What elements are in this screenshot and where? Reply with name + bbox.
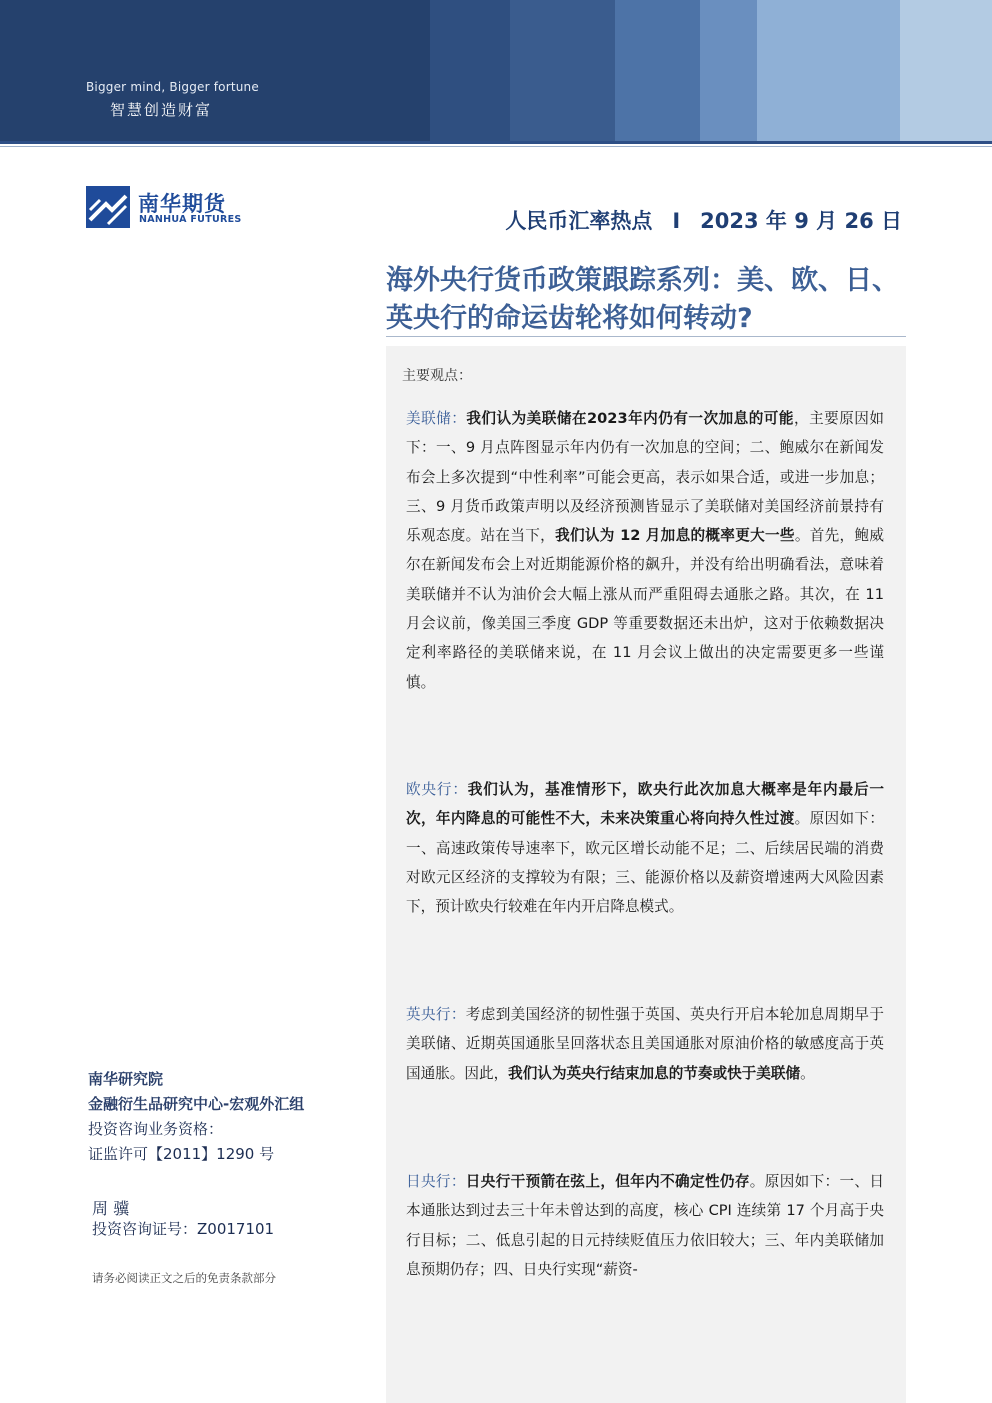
banner-segment: [700, 0, 757, 141]
paragraph-body: ，主要原因如下：一、9 月点阵图显示年内仍有一次加息的空间；二、鲍威尔在新闻发布会上多次提到“中性利率”可能会更高，表示如果合适，或进一步加息；三、9 月货币政策声明以及经济预测皆显示了美联储对美国经济前景持有乐观态度。站在当下，: [406, 410, 884, 545]
banner-segment: [615, 0, 700, 141]
banner-segment: [510, 0, 615, 141]
report-title: 海外央行货币政策跟踪系列：美、欧、日、英央行的命运齿轮将如何转动?: [386, 265, 899, 334]
paragraph-body: 考虑到美国经济的韧性强于英国、英央行开启本轮加息周期早于美联储、近期英国通胀呈回落状态且美国通胀对原油价格的敏感度高于英国通胀。因此，: [406, 1006, 884, 1082]
paragraph-boj: [406, 1167, 884, 1284]
section-heading: 主要观点：: [402, 368, 472, 384]
disclaimer-note: 请务必阅读正文之后的免责条款部分: [92, 1271, 276, 1285]
brand-name-english: NANHUA FUTURES: [139, 214, 242, 225]
analyst-certificate: 投资咨询证号：Z0017101: [92, 1220, 275, 1238]
institute-name: 南华研究院: [88, 1070, 164, 1088]
banner-divider: [0, 141, 992, 144]
nanhua-logo-icon: [86, 186, 130, 228]
paragraph-body: 。原因如下：一、高速政策传导速率下，欧元区增长动能不足；二、后续居民端的消费对欧元区经济的支撑较为有限；三、能源价格以及薪资增速两大风险因素下，预计欧央行较难在年内开启降息模式。: [406, 810, 884, 916]
paragraph-bold: 我们认为，基准情形下，欧央行此次加息大概率是年内最后一次，年内降息的可能性不大，未来决策重心将向持久性过渡: [406, 781, 884, 828]
analyst-name: 周 骥: [92, 1199, 130, 1218]
header-separator: I: [672, 209, 681, 233]
brand-name-chinese: 南华期货: [138, 192, 226, 216]
paragraph-body-2: 。: [800, 1064, 815, 1082]
slogan-chinese: 智慧创造财富: [110, 101, 213, 119]
paragraph-bold-2: 我们认为英央行结束加息的节奏或快于美联储: [508, 1064, 801, 1082]
paragraph-lead: 欧央行：: [406, 781, 468, 798]
banner-segment: [430, 0, 510, 141]
paragraph-body-2: 。首先，鲍威尔在新闻发布会上对近期能源价格的飙升，并没有给出明确看法，意味着美联储并不认为油价会大幅上涨从而严重阻碍去通胀之路。其次，在 11 月会议前，像美国三季度 GDP 等重要数据还未出炉，这对于依赖数据决定利率路径的美联储来说，在 11 月会议上做出的决定需要更多一些谨慎。: [406, 527, 884, 691]
paragraph-boe: [406, 1000, 884, 1088]
banner-segment: [900, 0, 992, 141]
title-divider: [386, 336, 906, 337]
paragraph-lead: 美联储：: [406, 410, 467, 427]
banner-segment: [0, 0, 430, 141]
slogan-english: Bigger mind, Bigger fortune: [86, 80, 259, 94]
banner-segment: [757, 0, 900, 141]
paragraph-body: 。原因如下：一、日本通胀达到过去三十年未曾达到的高度，核心 CPI 连续第 17 个月高于央行目标；二、低息引起的日元持续贬值压力依旧较大；三、年内美联储加息预期仍存；四、日央行实现“薪资-: [406, 1173, 884, 1278]
paragraph-bold-2: 我们认为 12 月加息的概率更大一些: [555, 527, 795, 545]
report-date: 2023 年 9 月 26 日: [700, 209, 902, 233]
paragraph-lead: 日央行：: [406, 1173, 466, 1190]
paragraph-fed: [406, 404, 884, 697]
report-category: 人民币汇率热点: [505, 209, 653, 233]
paragraph-bold: 我们认为美联储在2023年内仍有一次加息的可能: [466, 410, 794, 427]
paragraph-ecb: [406, 775, 884, 921]
license-value: 证监许可【2011】1290 号: [88, 1145, 275, 1163]
company-logo: [86, 186, 246, 230]
header-banner: [0, 0, 992, 141]
report-header: [505, 205, 902, 235]
license-label: 投资咨询业务资格：: [88, 1120, 224, 1138]
paragraph-lead: 英央行：: [406, 1006, 466, 1023]
banner-divider-thin: [0, 146, 992, 147]
paragraph-bold: 日央行干预箭在弦上，但年内不确定性仍存: [465, 1173, 750, 1190]
department-name: 金融衍生品研究中心-宏观外汇组: [88, 1095, 305, 1113]
